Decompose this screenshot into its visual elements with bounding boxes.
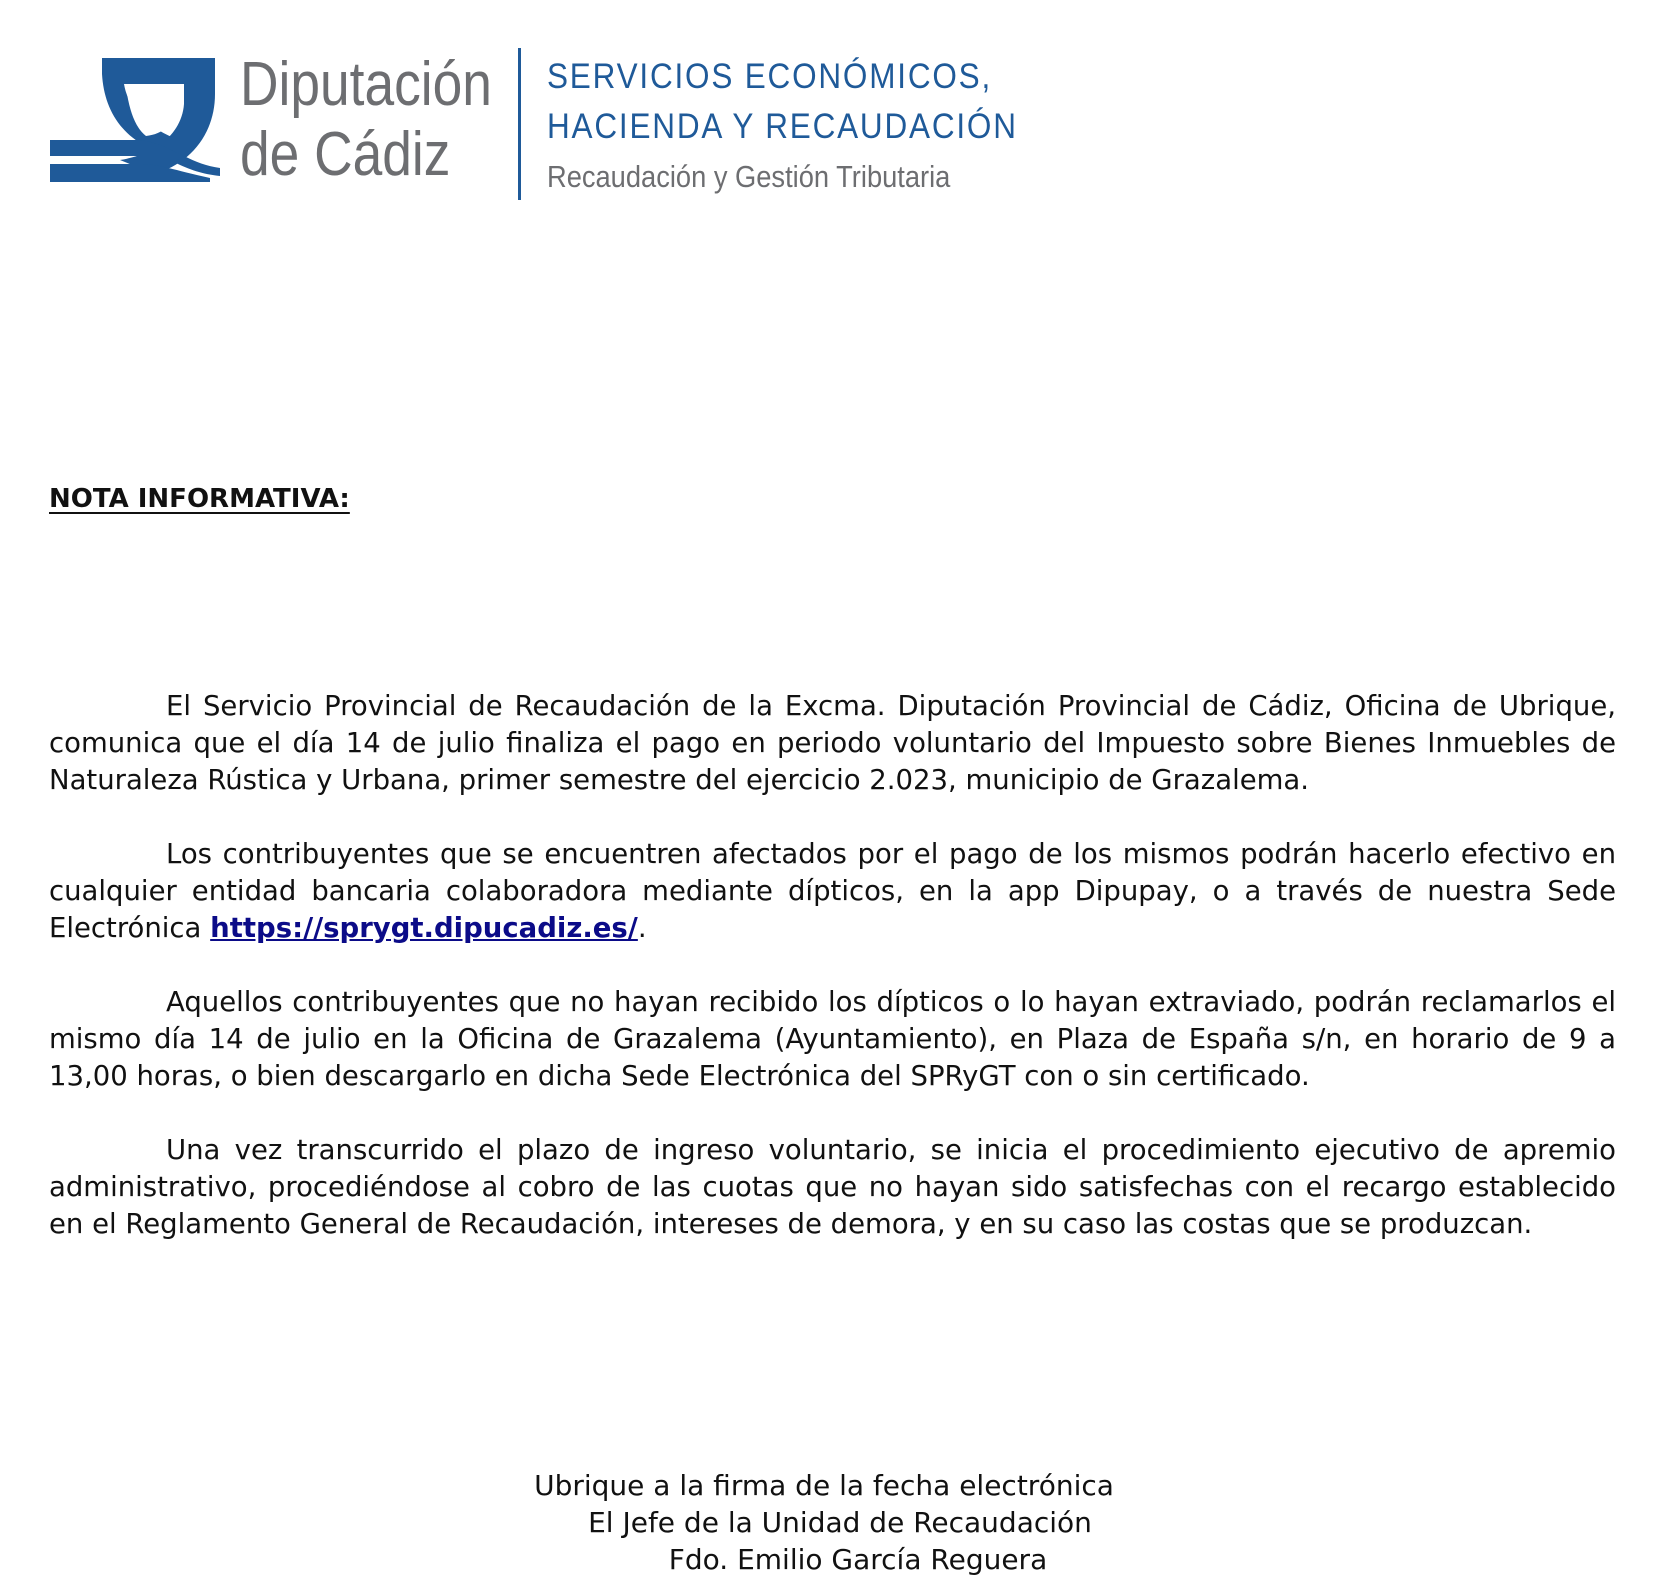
note-body xyxy=(49,688,1616,1280)
paragraph-2 xyxy=(49,836,1616,947)
dept-line1: SERVICIOS ECONÓMICOS, xyxy=(547,57,993,96)
dept-line2: HACIENDA Y RECAUDACIÓN xyxy=(547,107,1018,146)
letterhead xyxy=(50,40,1018,210)
paragraph-2-end: . xyxy=(637,912,647,944)
signature-place-date: Ubrique a la firma de la fecha electrónica xyxy=(534,1469,1114,1502)
header-divider xyxy=(518,48,521,200)
dept-subtitle: Recaudación y Gestión Tributaria xyxy=(547,159,951,194)
sede-electronica-link[interactable]: https://sprygt.dipucadiz.es/ xyxy=(210,912,638,944)
org-name-line2: de Cádiz xyxy=(240,120,451,189)
paragraph-2-text: Los contribuyentes que se encuentren afectados por el pago de los mismos podrán hacerlo efectivo en cualquier entidad bancaria colaboradora mediante dípticos, en la app Dipupay, o a través de nuestra Sede Electrónica xyxy=(49,838,1616,944)
diputacion-cadiz-emblem-icon xyxy=(50,56,220,186)
note-title: NOTA INFORMATIVA: xyxy=(49,484,350,514)
paragraph-3: Aquellos contribuyentes que no hayan recibido los dípticos o lo hayan extraviado, podrán reclamarlos el mismo día 14 de julio en la Oficina de Grazalema (Ayuntamiento), en Plaza de España s/n, en horario de 9 a 13,00 horas, o bien descargarlo en dicha Sede Electrónica del SPRyGT con o sin certificado. xyxy=(49,986,1616,1092)
department-block xyxy=(547,52,1070,202)
org-name-line1: Diputación xyxy=(240,50,492,119)
signature-name: Fdo. Emilio García Reguera xyxy=(668,1543,1048,1576)
signature-block xyxy=(520,1467,1160,1578)
paragraph-1: El Servicio Provincial de Recaudación de la Excma. Diputación Provincial de Cádiz, Oficina de Ubrique, comunica que el día 14 de julio finaliza el pago en periodo voluntario del Impuesto sobre Bienes Inmuebles de Naturaleza Rústica y Urbana, primer semestre del ejercicio 2.023, municipio de Grazalema. xyxy=(49,690,1616,796)
paragraph-4: Una vez transcurrido el plazo de ingreso voluntario, se inicia el procedimiento ejecutivo de apremio administrativo, procediéndose al cobro de las cuotas que no hayan sido satisfechas con el recargo establecido en el Reglamento General de Recaudación, intereses de demora, y en su caso las costas que se produzcan. xyxy=(49,1134,1616,1240)
signature-role: El Jefe de la Unidad de Recaudación xyxy=(588,1506,1092,1539)
organization-name xyxy=(240,50,492,190)
